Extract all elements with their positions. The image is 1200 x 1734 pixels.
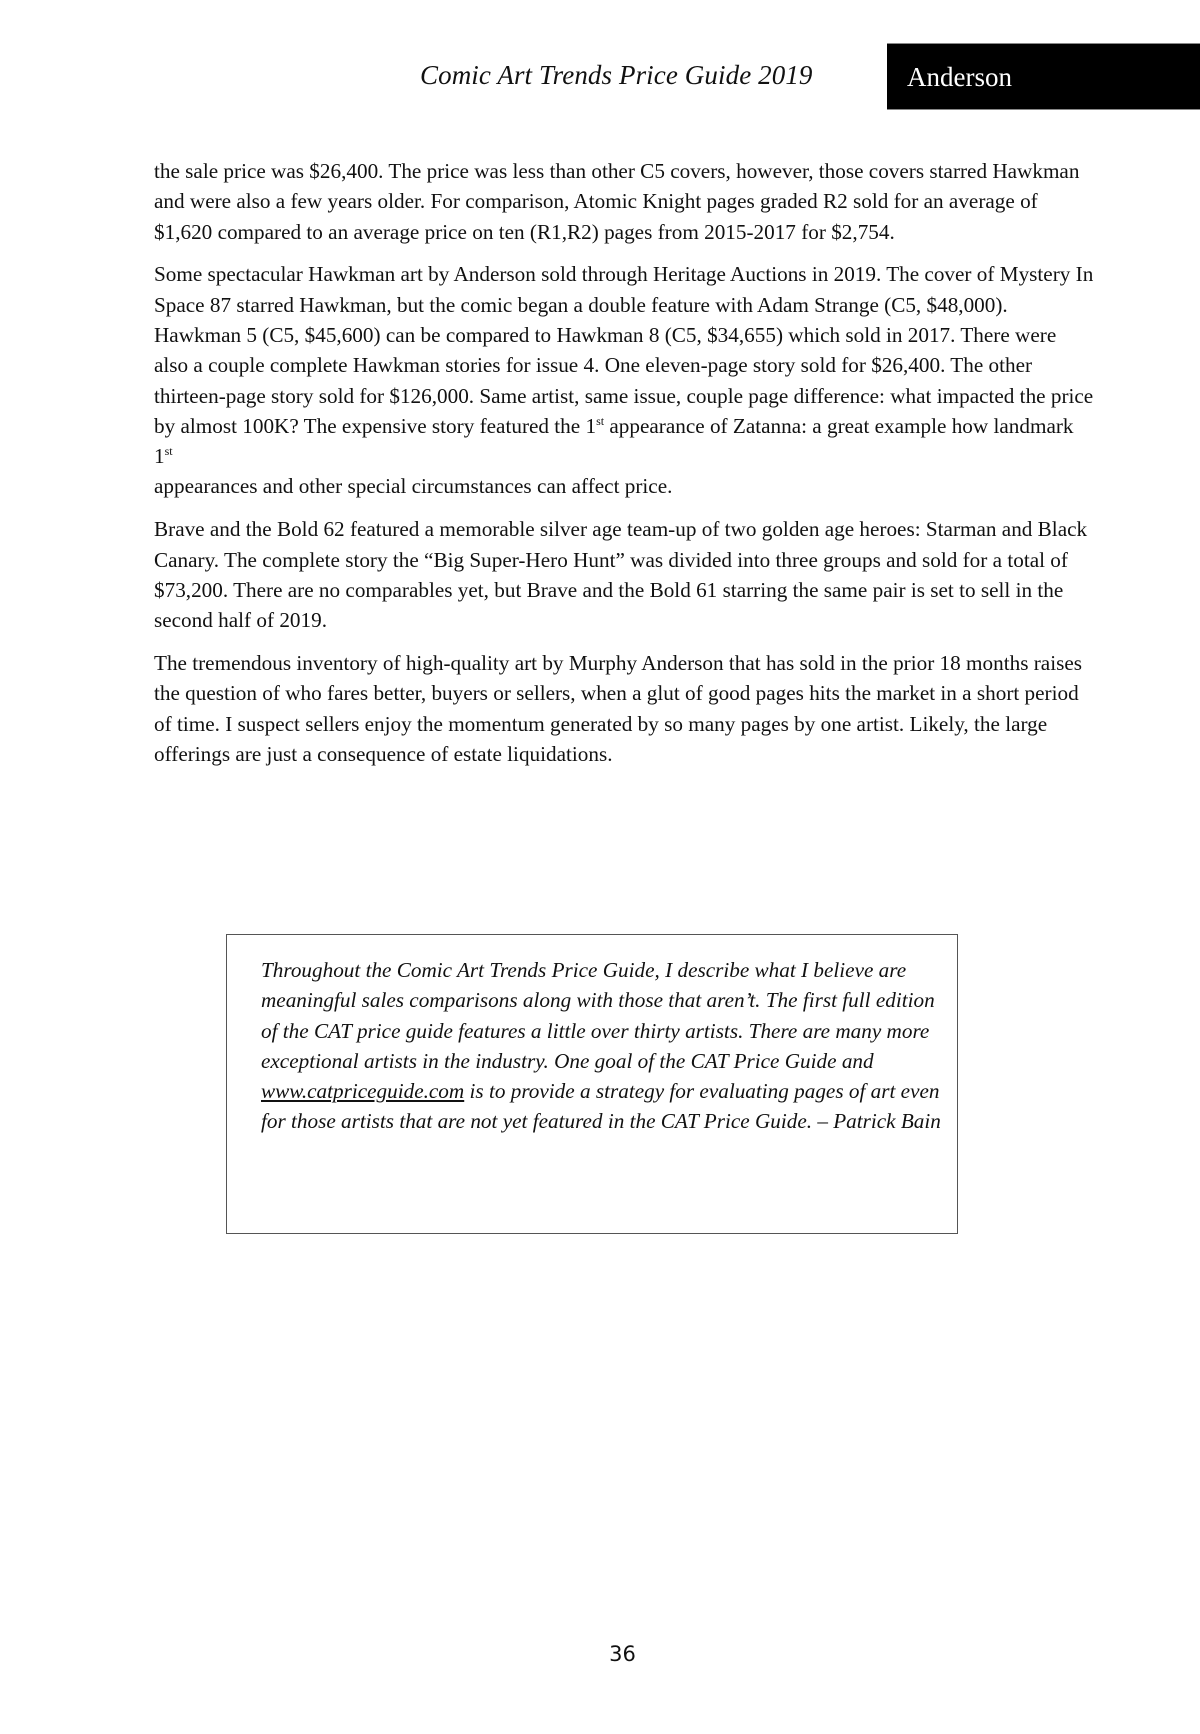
paragraph-2-part-a: Some spectacular Hawkman art by Anderson sold through Heritage Auctions in 2019. The cover of Mystery In Space 87 starred Hawkman, but the comic began a double feature with Adam Strange (C5, $48,000). Hawkman 5 (C5, $45,600) can be compared to Hawkman 8 (C5, $34,655) which sold in 2017. There were also a couple complete Hawkman stories for issue 4. One eleven-page story sold for $26,400. The other thirteen-page story sold for $126,000. Same artist, same issue, couple page difference: what impacted the price by almost 100K? The expensive story featured the 1 [154,262,1094,438]
paragraph-1: the sale price was $26,400. The price was less than other C5 covers, however, those covers starred Hawkman and were also a few years older. For comparison, Atomic Knight pages graded R2 sold for an average of $1,620 compared to an average price on ten (R1,R2) pages from 2015-2017 for $2,754. [154,159,1080,244]
paragraph-4: The tremendous inventory of high-quality art by Murphy Anderson that has sold in the prior 18 months raises the question of who fares better, buyers or sellers, when a glut of good pages hits the market in a short period of time. I suspect sellers enjoy the momentum generated by so many pages by one artist. Likely, the large offerings are just a consequence of estate liquidations. [154,650,1082,766]
callout-box [226,934,958,1234]
section-tab-label: Anderson [907,62,1012,92]
running-header-title: Comic Art Trends Price Guide 2019 [420,60,813,90]
callout-text-part-a: Throughout the Comic Art Trends Price Guide, I describe what I believe are meaningful sales comparisons along with those that aren’t. The first full edition of the CAT price guide features a little over thirty artists. There are many more exceptional artists in the industry. One goal of the CAT Price Guide and [261,958,935,1073]
catpriceguide-link[interactable]: www.catpriceguide.com [261,1079,465,1104]
paragraph-2-part-c: appearances and other special circumstances can affect price. [154,474,673,499]
callout-text [261,955,941,1137]
superscript-st: st [596,413,605,428]
page-number: 36 [609,1642,636,1666]
section-tab [887,43,1200,110]
paragraph-2-part-b: appearance of Zatanna: a great example how landmark 1 [154,413,1074,469]
paragraph-2 [154,259,1094,501]
body-text [154,156,1094,782]
superscript-st: st [164,444,173,459]
callout-text-part-b: is to provide a strategy for evaluating pages of art even for those artists that are not yet featured in the CAT Price Guide. – Patrick Bain [261,1079,941,1134]
paragraph-3: Brave and the Bold 62 featured a memorable silver age team-up of two golden age heroes: Starman and Black Canary. The complete story the “Big Super-Hero Hunt” was divided into three groups and sold for a total of $73,200. There are no comparables yet, but Brave and the Bold 61 starring the same pair is set to sell in the second half of 2019. [154,517,1088,633]
